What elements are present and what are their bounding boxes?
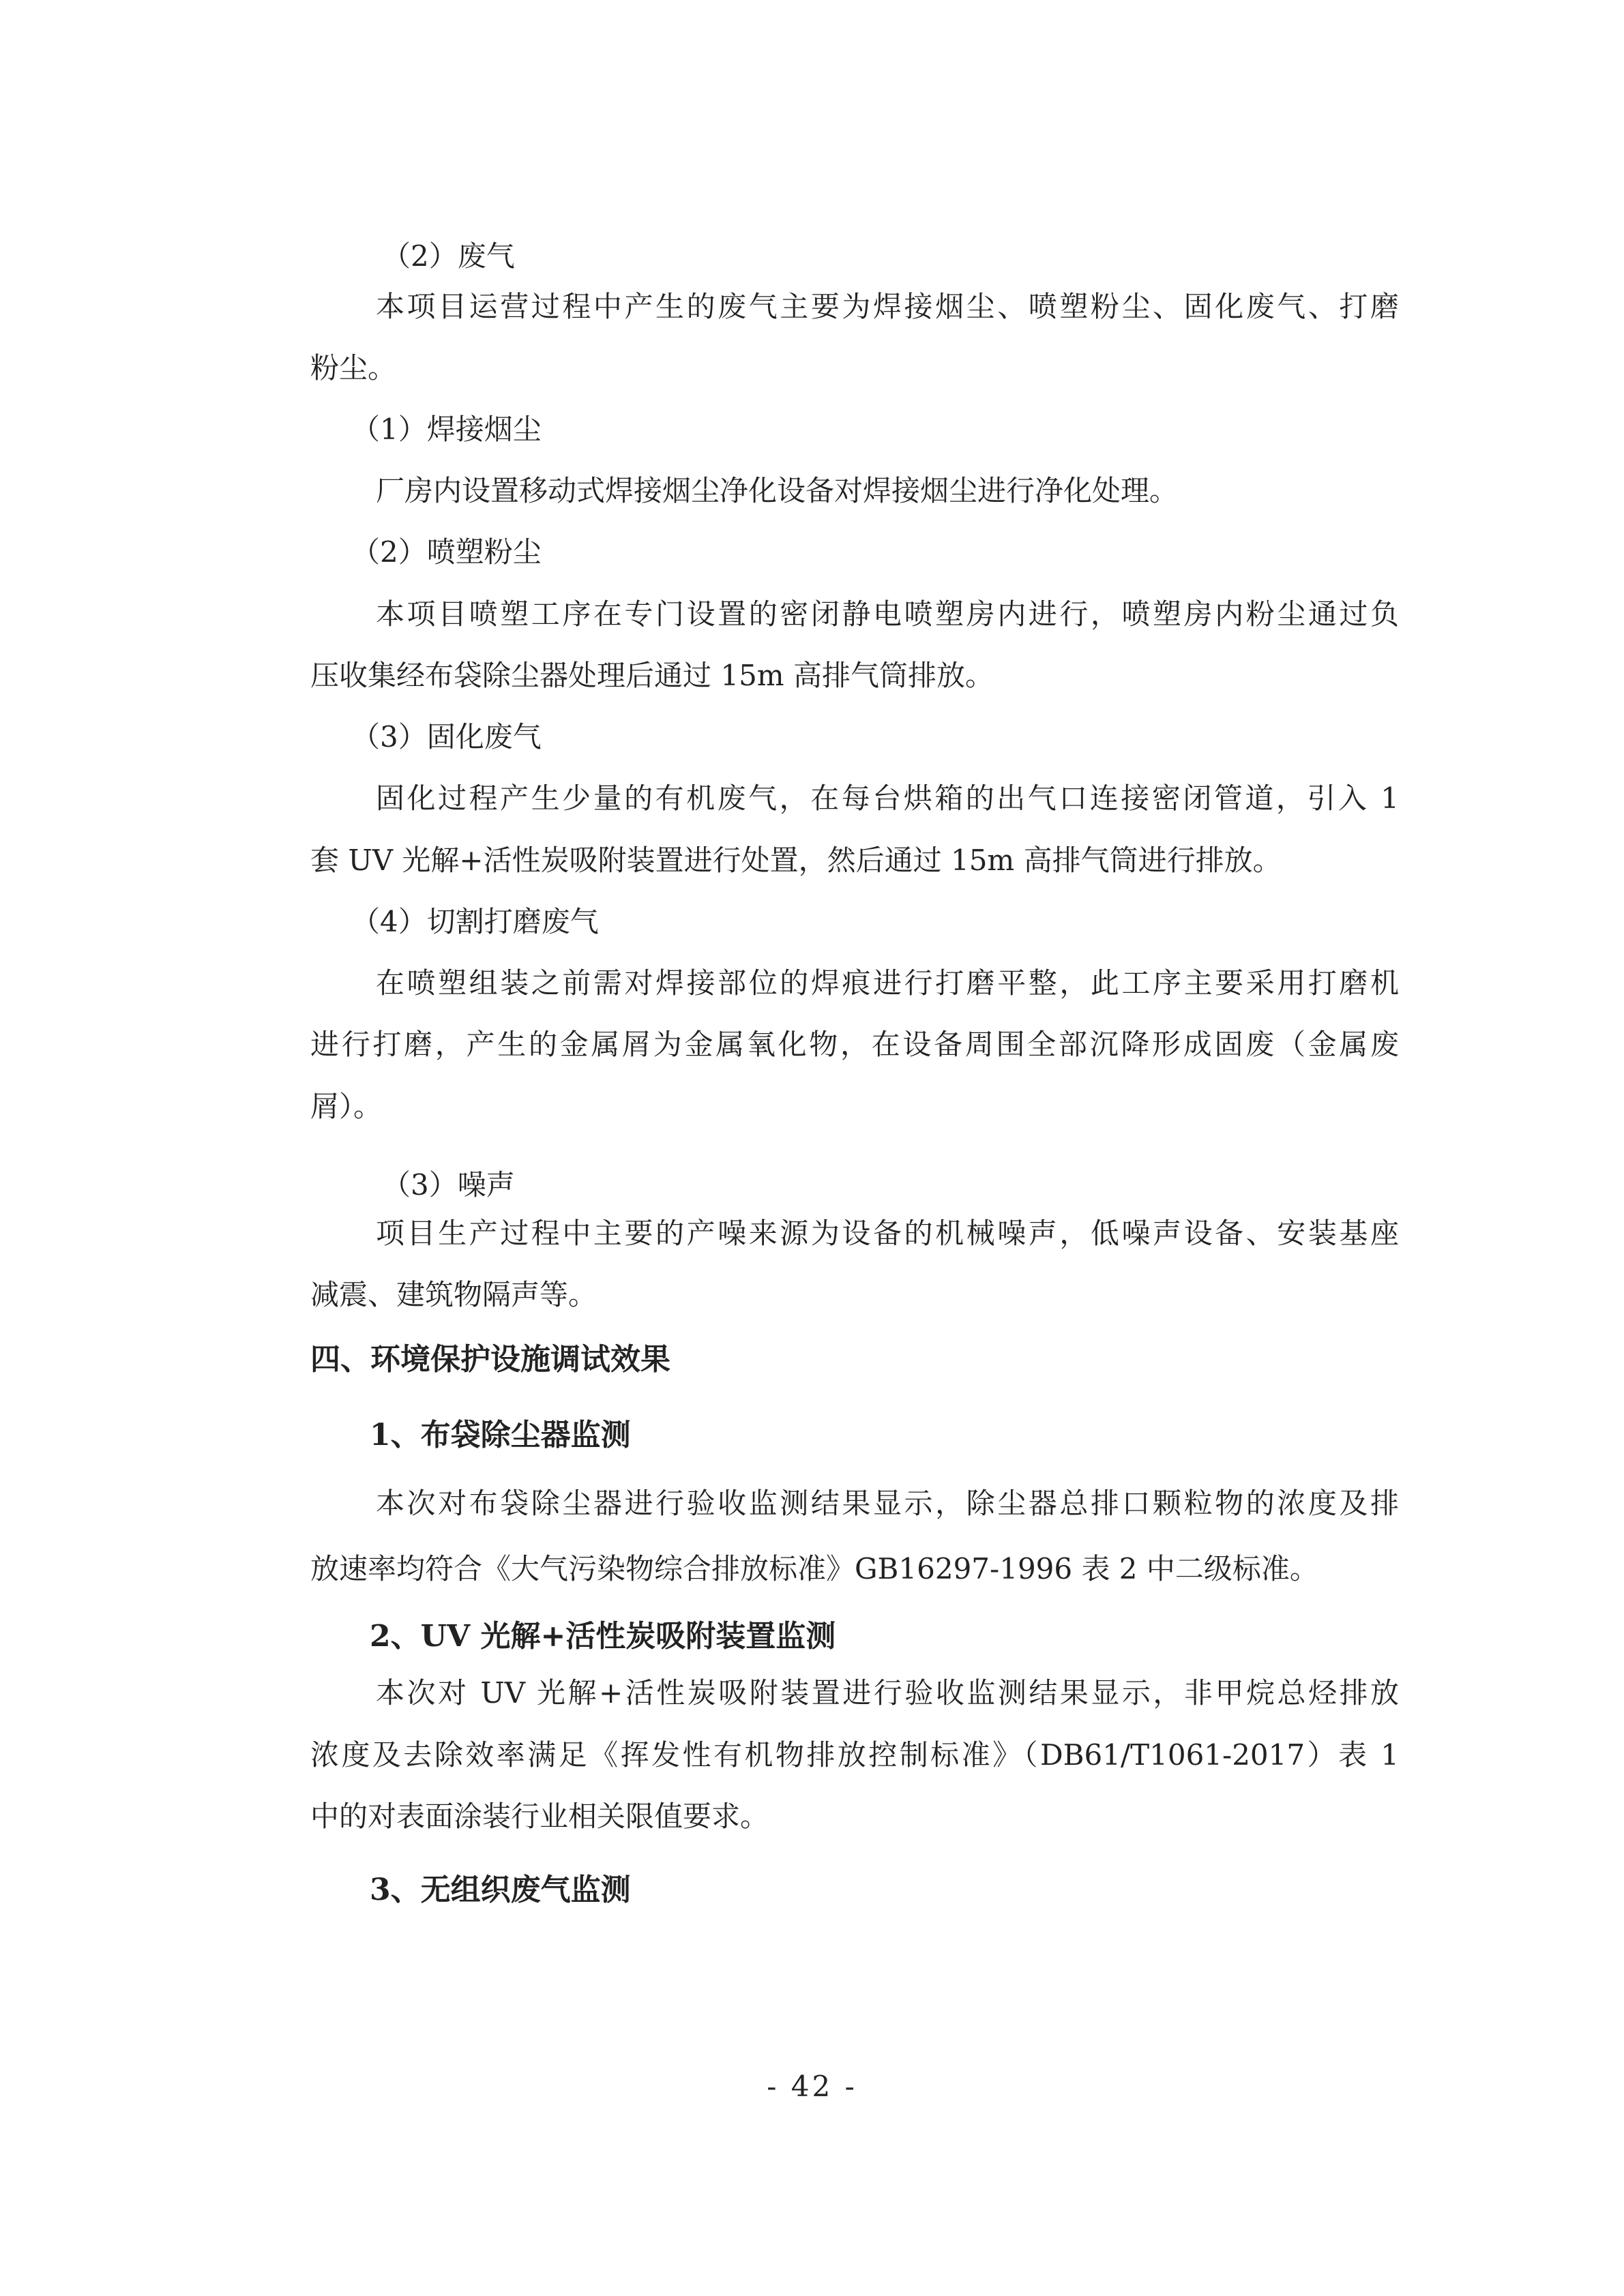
paragraph-line: 粉尘。 <box>310 351 397 385</box>
paragraph-line: 套 UV 光解+活性炭吸附装置进行处置，然后通过 15m 高排气筒进行排放。 <box>310 844 1282 877</box>
paragraph-line: 减震、建筑物隔声等。 <box>310 1278 597 1311</box>
subsection-heading: 1、布袋除尘器监测 <box>370 1418 631 1452</box>
paragraph-line: 固化过程产生少量的有机废气，在每台烘箱的出气口连接密闭管道，引入 1 <box>376 781 1399 815</box>
paragraph-line: 进行打磨，产生的金属屑为金属氧化物，在设备周围全部沉降形成固废（金属废 <box>310 1028 1399 1061</box>
paragraph-line: 在喷塑组装之前需对焊接部位的焊痕进行打磨平整，此工序主要采用打磨机 <box>376 966 1399 1000</box>
subsection-title-noise: （3）噪声 <box>382 1168 515 1202</box>
paragraph-line: 放速率均符合《大气污染物综合排放标准》GB16297-1996 表 2 中二级标准。 <box>310 1552 1318 1585</box>
paragraph-line: 本项目喷塑工序在专门设置的密闭静电喷塑房内进行，喷塑房内粉尘通过负 <box>376 597 1399 631</box>
subsection-heading: 3、无组织废气监测 <box>370 1873 631 1907</box>
paragraph-line: 本项目运营过程中产生的废气主要为焊接烟尘、喷塑粉尘、固化废气、打磨 <box>376 290 1399 323</box>
paragraph-line: 项目生产过程中主要的产噪来源为设备的机械噪声，低噪声设备、安装基座 <box>376 1217 1399 1250</box>
paragraph-line: 中的对表面涂装行业相关限值要求。 <box>310 1800 769 1833</box>
item-title-grinding-gas: （4）切割打磨废气 <box>351 905 599 938</box>
subsection-heading: 2、UV 光解+活性炭吸附装置监测 <box>370 1619 836 1654</box>
paragraph-line: 压收集经布袋除尘器处理后通过 15m 高排气筒排放。 <box>310 659 994 692</box>
paragraph-line: 屑）。 <box>310 1090 383 1123</box>
item-title-welding-fume: （1）焊接烟尘 <box>351 413 542 446</box>
section-heading: 四、环境保护设施调试效果 <box>310 1342 670 1377</box>
item-title-spray-dust: （2）喷塑粉尘 <box>351 535 542 569</box>
page-number: - 42 - <box>767 2070 857 2103</box>
item-title-curing-gas: （3）固化废气 <box>351 720 542 754</box>
paragraph-line: 本次对布袋除尘器进行验收监测结果显示，除尘器总排口颗粒物的浓度及排 <box>376 1487 1399 1520</box>
paragraph-line: 厂房内设置移动式焊接烟尘净化设备对焊接烟尘进行净化处理。 <box>376 474 1179 507</box>
subsection-title-exhaust-gas: （2）废气 <box>382 239 515 273</box>
paragraph-line: 本次对 UV 光解+活性炭吸附装置进行验收监测结果显示，非甲烷总烃排放 <box>376 1676 1399 1710</box>
paragraph-line: 浓度及去除效率满足《挥发性有机物排放控制标准》（DB61/T1061-2017）表 1 <box>310 1738 1399 1772</box>
